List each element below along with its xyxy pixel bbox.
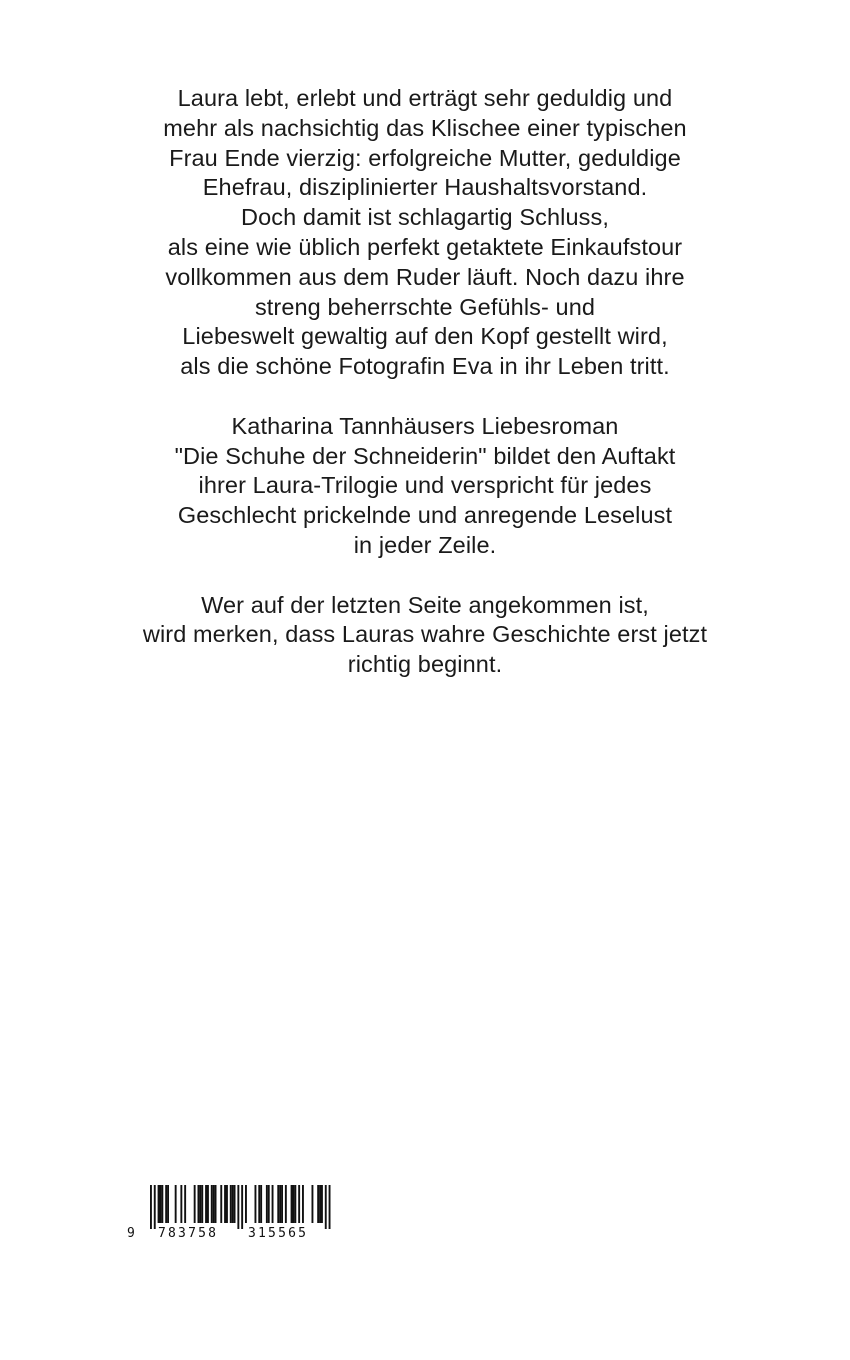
barcode-bar: [285, 1185, 287, 1223]
barcode-bar: [220, 1185, 222, 1223]
blurb-line: in jeder Zeile.: [353, 531, 497, 558]
barcode-bar: [258, 1185, 260, 1223]
barcode-bar: [293, 1185, 295, 1223]
barcode-bar: [207, 1185, 209, 1223]
barcode-bar: [165, 1185, 167, 1223]
back-cover-blurb: [100, 84, 750, 710]
blurb-line: ihrer Laura-Trilogie und verspricht für jedes: [198, 472, 652, 499]
blurb-line: Frau Ende vierzig: erfolgreiche Mutter, geduldige: [169, 144, 681, 171]
barcode-bar: [180, 1185, 182, 1223]
barcode-bar: [201, 1185, 203, 1223]
barcode-bar: [317, 1185, 319, 1223]
blurb-line: Ehefrau, disziplinierter Haushaltsvorstand.: [202, 174, 648, 201]
barcode-bar: [230, 1185, 232, 1223]
barcode-bar: [255, 1185, 257, 1223]
barcode-bars: [126, 1185, 336, 1229]
barcode-bar: [224, 1185, 226, 1223]
barcode-bar: [232, 1185, 234, 1223]
barcode-bar: [194, 1185, 196, 1223]
barcode-bar: [260, 1185, 262, 1223]
barcode-bar: [226, 1185, 228, 1223]
blurb-line: Katharina Tannhäusers Liebesroman: [231, 412, 619, 439]
barcode-bar: [268, 1185, 270, 1223]
blurb-paragraph: [100, 412, 750, 561]
barcode-bar: [167, 1185, 169, 1223]
barcode-bar: [266, 1185, 268, 1223]
blurb-line: "Die Schuhe der Schneiderin" bildet den Auftakt: [174, 442, 676, 469]
barcode-bar: [325, 1185, 327, 1229]
barcode-bar: [160, 1185, 162, 1223]
barcode-bar: [291, 1185, 293, 1223]
barcode-bar: [215, 1185, 217, 1223]
barcode-first-digit: 9: [127, 1226, 138, 1241]
blurb-paragraph: [100, 591, 750, 680]
blurb-line: richtig beginnt.: [347, 651, 503, 678]
barcode-bar: [312, 1185, 314, 1223]
barcode-bar: [161, 1185, 163, 1223]
barcode-bar: [298, 1185, 300, 1223]
barcode-right-group: 315565: [248, 1226, 309, 1241]
barcode-bar: [272, 1185, 274, 1223]
barcode-bar: [158, 1185, 160, 1223]
barcode-bar: [245, 1185, 247, 1223]
barcode-bar: [205, 1185, 207, 1223]
blurb-line: Geschlecht prickelnde und anregende Leselust: [177, 502, 673, 529]
barcode-bar: [175, 1185, 177, 1223]
blurb-line: Laura lebt, erlebt und erträgt sehr geduldig und: [177, 85, 673, 111]
barcode-bar: [213, 1185, 215, 1223]
barcode-bar: [184, 1185, 186, 1223]
blurb-line: Wer auf der letzten Seite angekommen ist,: [201, 591, 649, 618]
barcode-bar: [154, 1185, 156, 1229]
barcode-bar: [279, 1185, 281, 1223]
blurb-line: vollkommen aus dem Ruder läuft. Noch dazu ihre: [165, 263, 685, 290]
barcode-bar: [329, 1185, 331, 1229]
barcode-bar: [150, 1185, 152, 1229]
barcode-bar: [302, 1185, 304, 1223]
blurb-line: Liebeswelt gewaltig auf den Kopf gestellt wird,: [182, 323, 668, 350]
barcode-bar: [234, 1185, 236, 1223]
blurb-line: streng beherrschte Gefühls- und: [254, 293, 596, 320]
barcode-bar: [211, 1185, 213, 1223]
blurb-line: wird merken, dass Lauras wahre Geschichte erst jetzt: [142, 621, 708, 648]
barcode-bar: [198, 1185, 200, 1223]
blurb-line: Doch damit ist schlagartig Schluss,: [241, 204, 609, 231]
blurb-paragraph: [100, 84, 750, 382]
blurb-line: als eine wie üblich perfekt getaktete Einkaufstour: [167, 233, 683, 260]
blurb-line: mehr als nachsichtig das Klischee einer typischen: [163, 114, 687, 141]
barcode-bar: [199, 1185, 201, 1223]
barcode-bar: [319, 1185, 321, 1223]
barcode-bar: [237, 1185, 239, 1229]
barcode-bar: [241, 1185, 243, 1229]
barcode-left-group: 783758: [158, 1226, 219, 1241]
isbn-barcode: [126, 1185, 336, 1245]
blurb-line: als die schöne Fotografin Eva in ihr Leben tritt.: [180, 353, 670, 380]
barcode-bar: [321, 1185, 323, 1223]
barcode-bar: [294, 1185, 296, 1223]
barcode-bar: [277, 1185, 279, 1223]
barcode-bar: [281, 1185, 283, 1223]
